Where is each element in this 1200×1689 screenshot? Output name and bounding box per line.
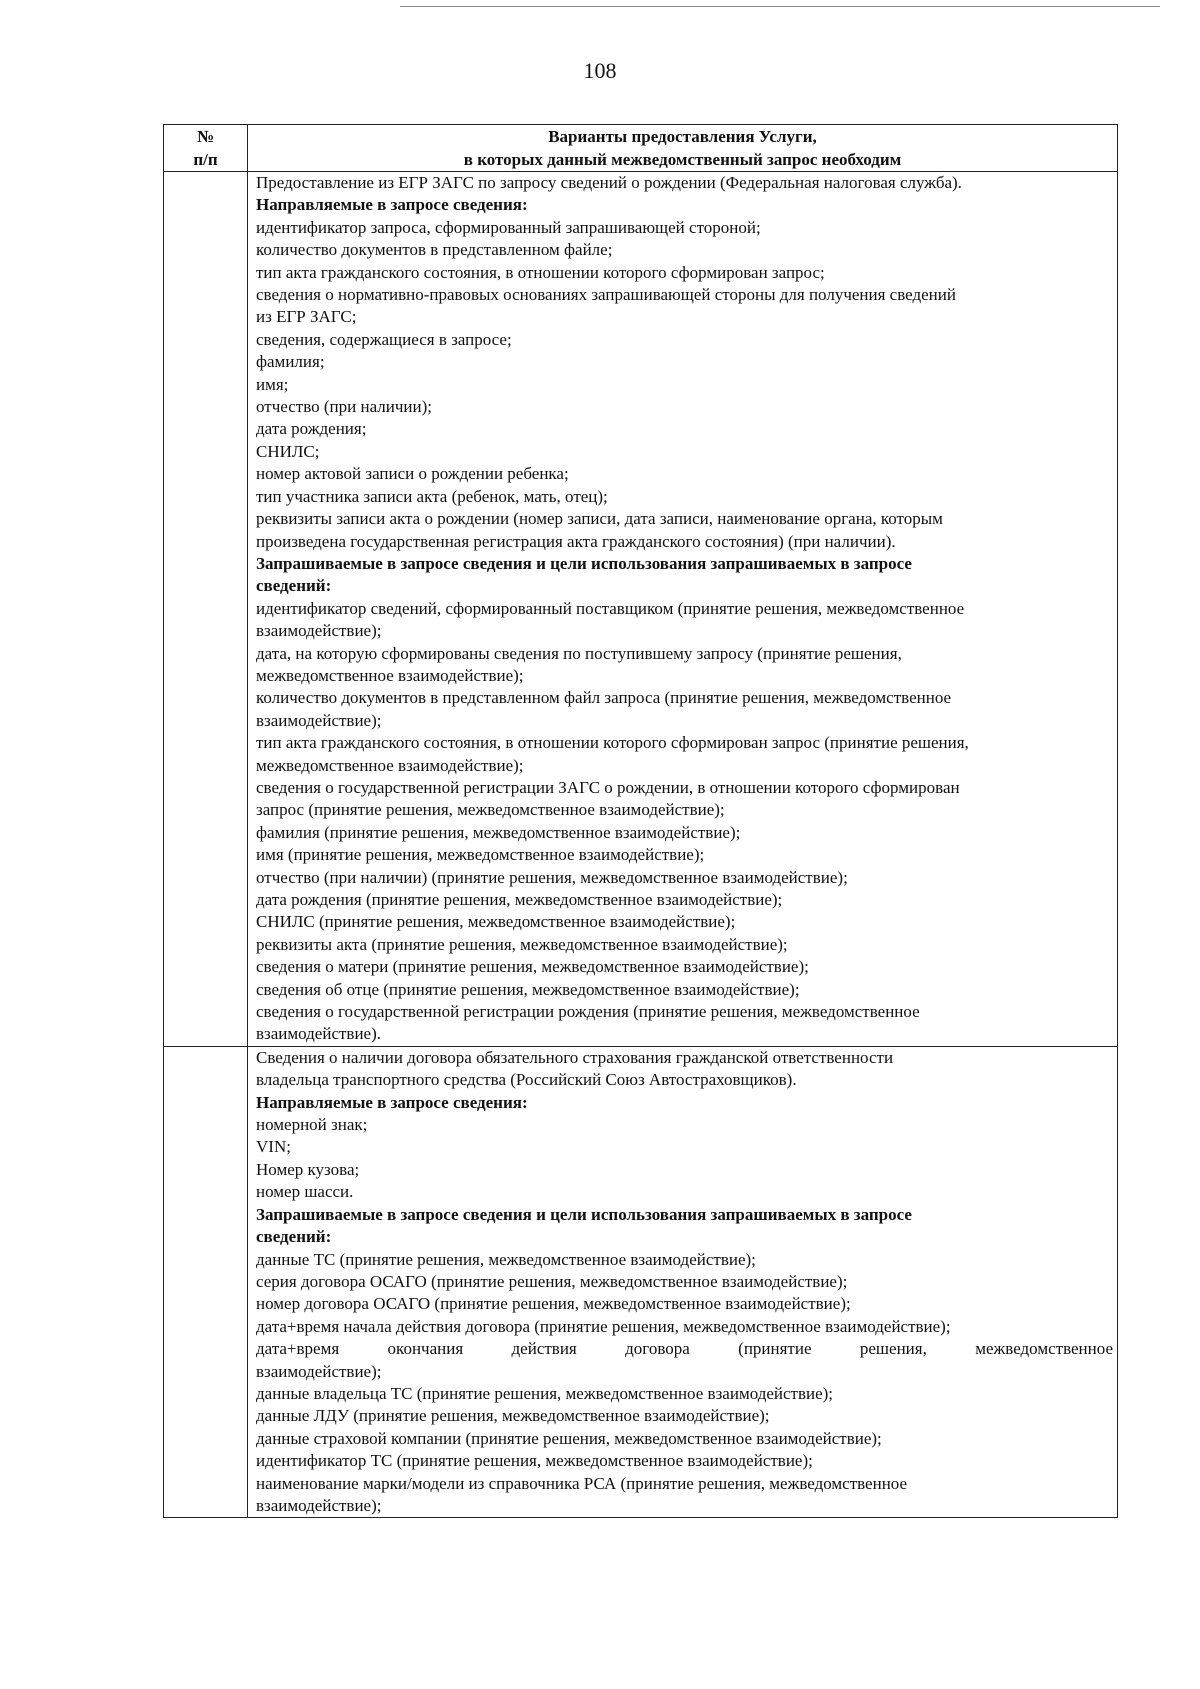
text-line: сведения о государственной регистрации ЗАГС о рождении, в отношении которого сформирован bbox=[256, 777, 960, 797]
text-line: Номер кузова; bbox=[256, 1159, 360, 1179]
variants-column-header bbox=[248, 125, 1118, 172]
text-line: СНИЛС; bbox=[256, 441, 320, 461]
text-line: владельца транспортного средства (Российский Союз Автостраховщиков). bbox=[256, 1070, 797, 1090]
text-line: идентификатор сведений, сформированный поставщиком (принятие решения, межведомственное bbox=[256, 598, 965, 618]
text-line: произведена государственная регистрация акта гражданского состояния) (при наличии). bbox=[256, 531, 896, 551]
variants-header-line-1: Варианты предоставления Услуги, bbox=[548, 127, 817, 146]
number-header-line-1: № bbox=[196, 127, 215, 146]
text-line: серия договора ОСАГО (принятие решения, межведомственное взаимодействие); bbox=[256, 1271, 848, 1291]
text-line: запрос (принятие решения, межведомственное взаимодействие); bbox=[256, 800, 725, 820]
text-line: СНИЛС (принятие решения, межведомственное взаимодействие); bbox=[256, 912, 736, 932]
text-line: дата рождения (принятие решения, межведомственное взаимодействие); bbox=[256, 890, 783, 909]
text-line: реквизиты акта (принятие решения, межведомственное взаимодействие); bbox=[256, 934, 788, 954]
text-line: тип участника записи акта (ребенок, мать, отец); bbox=[256, 486, 608, 506]
text-line: отчество (при наличии) (принятие решения, межведомственное взаимодействие); bbox=[256, 867, 848, 887]
section-heading-line: Направляемые в запросе сведения: bbox=[256, 195, 528, 215]
text-line: номер шасси. bbox=[256, 1182, 354, 1202]
row-number-cell bbox=[164, 172, 248, 1047]
text-line: VIN; bbox=[256, 1137, 291, 1157]
text-line: фамилия (принятие решения, межведомственное взаимодействие); bbox=[256, 822, 741, 842]
text-line: отчество (при наличии); bbox=[256, 397, 432, 417]
text-line: дата, на которую сформированы сведения по поступившему запросу (принятие решения, bbox=[256, 643, 902, 663]
text-line: дата+время начала действия договора (принятие решения, межведомственное взаимодействие); bbox=[256, 1316, 951, 1336]
table-header-row bbox=[164, 125, 1118, 172]
text-line: взаимодействие); bbox=[256, 621, 382, 641]
text-line: взаимодействие); bbox=[256, 710, 382, 730]
text-line: номер договора ОСАГО (принятие решения, межведомственное взаимодействие); bbox=[256, 1294, 851, 1314]
text-line: наименование марки/модели из справочника РСА (принятие решения, межведомственное bbox=[256, 1473, 908, 1493]
text-line: данные владельца ТС (принятие решения, межведомственное взаимодействие); bbox=[256, 1383, 834, 1403]
services-table bbox=[163, 124, 1118, 1518]
section-heading-line: Направляемые в запросе сведения: bbox=[256, 1092, 528, 1112]
text-line: имя (принятие решения, межведомственное взаимодействие); bbox=[256, 845, 705, 865]
text-line: дата рождения; bbox=[256, 419, 367, 439]
text-line: фамилия; bbox=[256, 352, 325, 372]
text-line: межведомственное взаимодействие); bbox=[256, 755, 524, 775]
section-heading-line: сведений: bbox=[256, 1227, 332, 1247]
variants-header-line-2: в которых данный межведомственный запрос необходим bbox=[463, 150, 902, 169]
text-line: тип акта гражданского состояния, в отношении которого сформирован запрос (принятие решения, bbox=[256, 733, 969, 753]
row-content-cell bbox=[248, 172, 1118, 1047]
number-column-header bbox=[164, 125, 248, 172]
text-line: взаимодействие); bbox=[256, 1361, 382, 1381]
text-line: межведомственное взаимодействие); bbox=[256, 665, 524, 685]
row-content-cell bbox=[248, 1046, 1118, 1518]
text-line: идентификатор запроса, сформированный запрашивающей стороной; bbox=[256, 217, 761, 237]
table-body bbox=[164, 172, 1118, 1518]
text-line: номерной знак; bbox=[256, 1115, 368, 1135]
scan-edge-line bbox=[400, 6, 1160, 7]
text-line: дата+время окончания действия договора (принятие решения, межведомственное bbox=[256, 1339, 1113, 1359]
text-line: имя; bbox=[256, 374, 289, 394]
text-line: количество документов в представленном файле; bbox=[256, 240, 613, 260]
text-line: реквизиты записи акта о рождении (номер записи, дата записи, наименование органа, которым bbox=[256, 509, 943, 529]
text-line: сведения об отце (принятие решения, межведомственное взаимодействие); bbox=[256, 979, 800, 999]
row-number-cell bbox=[164, 1046, 248, 1518]
text-line: тип акта гражданского состояния, в отношении которого сформирован запрос; bbox=[256, 262, 825, 282]
text-line: данные ТС (принятие решения, межведомственное взаимодействие); bbox=[256, 1249, 756, 1269]
text-line: Сведения о наличии договора обязательного страхования гражданской ответственности bbox=[256, 1047, 894, 1067]
text-line: взаимодействие). bbox=[256, 1024, 382, 1044]
text-line: сведения, содержащиеся в запросе; bbox=[256, 329, 512, 349]
text-line: данные страховой компании (принятие решения, межведомственное взаимодействие); bbox=[256, 1428, 882, 1448]
text-line: сведения о нормативно-правовых основаниях запрашивающей стороны для получения сведений bbox=[256, 285, 956, 305]
page-number: 108 bbox=[583, 58, 617, 83]
text-line: номер актовой записи о рождении ребенка; bbox=[256, 464, 569, 484]
section-heading-line: Запрашиваемые в запросе сведения и цели использования запрашиваемых в запросе bbox=[256, 553, 912, 573]
section-heading-line: сведений: bbox=[256, 576, 332, 596]
text-line: взаимодействие); bbox=[256, 1495, 382, 1515]
text-line: идентификатор ТС (принятие решения, межведомственное взаимодействие); bbox=[256, 1451, 813, 1471]
text-line: Предоставление из ЕГР ЗАГС по запросу сведений о рождении (Федеральная налоговая служба). bbox=[256, 173, 962, 192]
text-line: сведения о матери (принятие решения, межведомственное взаимодействие); bbox=[256, 957, 809, 977]
number-header-line-2: п/п bbox=[193, 150, 218, 169]
table-row bbox=[164, 1046, 1118, 1518]
text-line: количество документов в представленном файл запроса (принятие решения, межведомственное bbox=[256, 688, 952, 708]
text-line: данные ЛДУ (принятие решения, межведомственное взаимодействие); bbox=[256, 1406, 770, 1426]
text-line: из ЕГР ЗАГС; bbox=[256, 307, 357, 327]
section-heading-line: Запрашиваемые в запросе сведения и цели использования запрашиваемых в запросе bbox=[256, 1204, 912, 1224]
text-line: сведения о государственной регистрации рождения (принятие решения, межведомственное bbox=[256, 1002, 920, 1022]
table-row bbox=[164, 172, 1118, 1047]
